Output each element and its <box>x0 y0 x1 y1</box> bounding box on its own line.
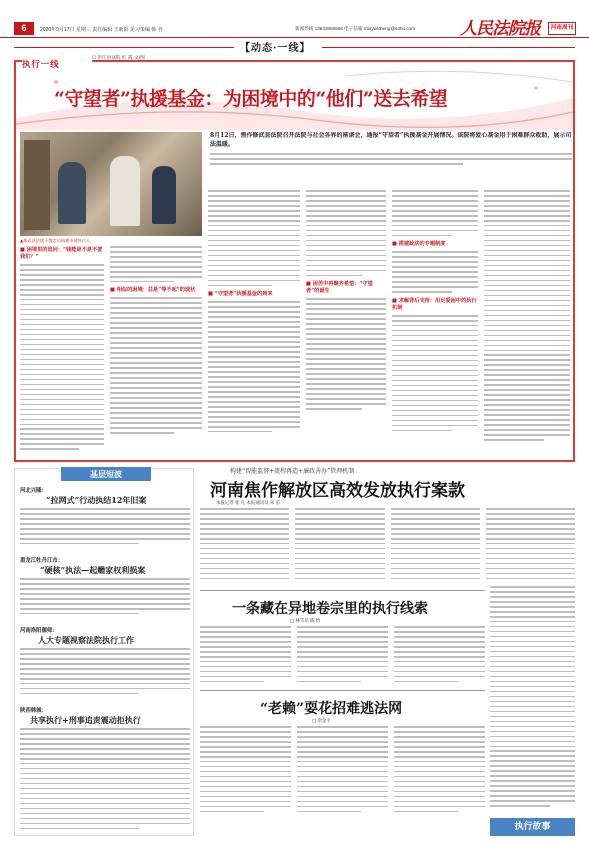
mid-article-byline: □ 林雪培 陈 怡 <box>290 619 321 624</box>
feature-subhead-3: ■ “守望者”执援基金的到来 <box>208 291 273 298</box>
masthead <box>0 0 589 38</box>
section-logo-box <box>548 22 576 35</box>
photo-figure-3 <box>152 166 176 224</box>
mid-article-headline: 一条藏在异地卷宗里的执行线索 <box>232 601 428 617</box>
briefs-header <box>61 467 151 481</box>
feature-col-4 <box>306 190 386 456</box>
brief-2-title: “硬核”执法—起赡家权利损案 <box>40 565 146 575</box>
main-article-right-col <box>490 586 575 816</box>
feature-subhead-6: ■ 求解背后支持：用足爱困中的执行机制 <box>392 297 477 311</box>
mid-article-body <box>200 626 485 686</box>
feature-subhead-2: ■ 相似的困境：总是“等不起”的现状 <box>110 287 196 294</box>
feature-subhead-4: ■ 困苦中再聚齐希望：“守望者”的诞生 <box>306 281 373 295</box>
main-article-body <box>200 508 575 586</box>
main-article-byline: 本报记者 张 凡 本报通讯员 朱 苗 <box>216 501 281 506</box>
page-number-badge <box>14 22 34 35</box>
feature-byline: ☐ 庐江县法院 红 霞 文/图 <box>92 56 145 61</box>
brief-3-body <box>20 648 190 700</box>
brief-2-body <box>20 578 190 620</box>
section-rule-left <box>14 47 234 48</box>
footer-column-label: 执行故事 <box>514 822 551 832</box>
brief-4-title: 共享执行+刑事追责震动拒执行 <box>30 715 141 725</box>
feature-col-3 <box>208 190 300 456</box>
brief-3-title: 人大专题视察法院执行工作 <box>38 635 134 645</box>
section-rule-right <box>322 47 575 48</box>
feature-headline: “守望者”执援基金：为困境中的“他们”送去希望 <box>54 88 448 110</box>
bottom-article-headline: “老赖”耍花招难逃法网 <box>260 701 403 717</box>
feature-col-1 <box>20 246 104 456</box>
brief-2-court: 黑龙江牡丹江市： <box>20 558 64 564</box>
page-number: 6 <box>21 23 27 33</box>
masthead-contact: 新闻热线 13633856566 电子信箱 rmxywlcheng@sohu.com <box>295 26 416 31</box>
feature-photo <box>20 132 202 236</box>
divider-1 <box>200 590 485 591</box>
brief-1-court: 河北兴隆： <box>20 488 47 494</box>
feature-banner <box>16 68 573 130</box>
brief-1-body <box>20 508 190 550</box>
bottom-article-byline: □ 余金平 <box>312 719 331 724</box>
footer-column-box <box>490 818 575 836</box>
bottom-article-body <box>200 726 485 818</box>
divider-2 <box>200 690 485 691</box>
feature-photo-caption: ▲修武县法院干警走访困难申请执行人 <box>20 238 91 243</box>
masthead-date: 2020年9月17日 星期三 责任编辑 王新阳 见习策编 韩 谷 <box>40 27 163 33</box>
feature-lead <box>210 132 572 188</box>
feature-subhead-5: ■ 搭建政法的专题制度 <box>392 241 446 248</box>
photo-door <box>24 140 50 230</box>
main-article-kicker: 构建“智能监督+流程再造+廉政善办”管理机制 <box>230 468 355 475</box>
feature-column-label-text: 执行一线 <box>22 59 60 69</box>
brief-4-court: 陕西韩城： <box>20 708 47 714</box>
briefs-column-label: 基层短波 <box>90 469 122 479</box>
main-article-headline: 河南焦作解放区高效发放执行案款 <box>210 481 465 501</box>
feature-column-label <box>22 52 92 69</box>
section-tag: 【动态·一线】 <box>240 43 311 54</box>
feature-photo-caption-text: 修武县法院干警走访困难申请执行人 <box>23 238 91 243</box>
section-logo: 河南周刊 <box>550 25 574 31</box>
brief-4-body <box>20 728 190 832</box>
feature-col-2 <box>110 246 202 456</box>
feature-subhead-1: ■ 困境里的追问：“钱能是不是不要我们？” <box>20 247 103 260</box>
newspaper-logo: 人民法院报 <box>460 19 540 39</box>
feature-col-6 <box>484 190 570 456</box>
photo-figure-2 <box>110 156 140 226</box>
feature-col-5 <box>392 190 478 456</box>
feature-lead-text: 8月12日，焦作修武县法院召开法院与社会各界的座谈会，通报“守望者”执援基金开展情况。该院将爱心基金用于困难群众救助，展示司法温暖。 <box>210 132 572 148</box>
photo-figure-1 <box>58 162 86 224</box>
brief-3-court: 河南洛阳偃师： <box>20 628 58 634</box>
brief-1-title: “拉网式”行动执结12年旧案 <box>46 495 147 505</box>
